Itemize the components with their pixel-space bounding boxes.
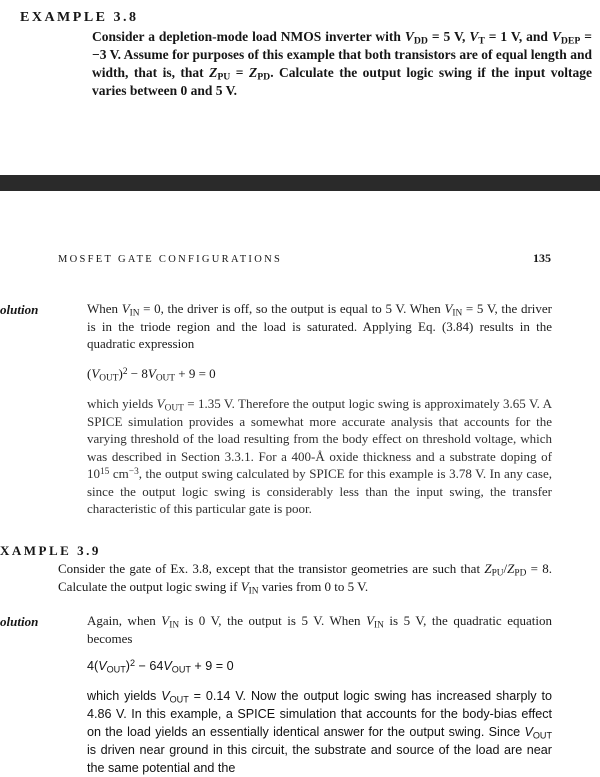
example-3-8-title: EXAMPLE 3.8 — [20, 10, 139, 25]
example-3-8-statement: Consider a depletion-mode load NMOS inverter with $V_{DD} = 5$ V, $V_T = 1$ V, and $V_{DEP} = -3$ V. Assume for purposes of this example that both transistors are of equal length and width, that is, that $Z_{PU} = Z_{PD}$. Calculate the output logic swing if the input voltage varies between 0 and 5 V. — [92, 29, 592, 98]
solution-3-9-paragraph-1: Again, when $V_{IN}$ is 0 V, the output is 5 V. When $V_{IN}$ is 5 V, the quadratic equation becomes — [87, 613, 552, 646]
solution-3-9-paragraph-2: which yields $V_{OUT} = 0.14$ V. Now the output logic swing has increased sharply to 4.86 V. In this example, a SPICE simulation that accounts for the body-bias effect on the load yields an essentially identical answer for the output swing. Since $V_{OUT}$ is driven near ground in this circuit, the substrate and source of the load are near the same potential and the — [87, 689, 552, 775]
solution-3-8-paragraph-1: When $V_{IN} = 0$, the driver is off, so the output is equal to 5 V. When $V_{IN} = 5$ V, the driver is in the triode region and the load is saturated. Applying Eq. (3.84) results in the quadratic expression — [87, 301, 553, 351]
solution-3-9-label: olution — [0, 614, 39, 629]
solution-3-8-paragraph-2: which yields $V_{OUT} = 1.35$ V. Therefore the output logic swing is approximately 3.65 V. A SPICE simulation provides a somewhat more accurate analysis that accounts for the varying threshold of the load resulting from the body effect on threshold voltage, which was described in Section 3.3.1. For a 400-Å oxide thickness and a substrate doping of $10^{15}$ $cm^{-3}$, the output swing calculated by SPICE for this example is 3.78 V. In any case, since the output logic swing is considerably less than the input swing, the transfer characteristic of this particular gate is poor. — [87, 396, 553, 516]
running-header-title: MOSFET GATE CONFIGURATIONS — [58, 254, 283, 265]
page-number: 135 — [533, 251, 551, 265]
solution-3-8-equation: $(V_{OUT})^2 - 8V_{OUT} + 9 = 0$ — [87, 366, 216, 384]
solution-3-9-equation: $4(V_{OUT})^2 - 64V_{OUT} + 9 = 0$ — [87, 657, 234, 675]
example-3-9-title: XAMPLE 3.9 — [0, 543, 101, 558]
solution-3-8-label: olution — [0, 302, 39, 317]
example-3-9-statement: Consider the gate of Ex. 3.8, except that the transistor geometries are such that $Z_{PU}/Z_{PD} = 8$. Calculate the output logic swing if $V_{IN}$ varies from 0 to 5 V. — [58, 561, 552, 596]
page-separator-band — [0, 175, 600, 191]
